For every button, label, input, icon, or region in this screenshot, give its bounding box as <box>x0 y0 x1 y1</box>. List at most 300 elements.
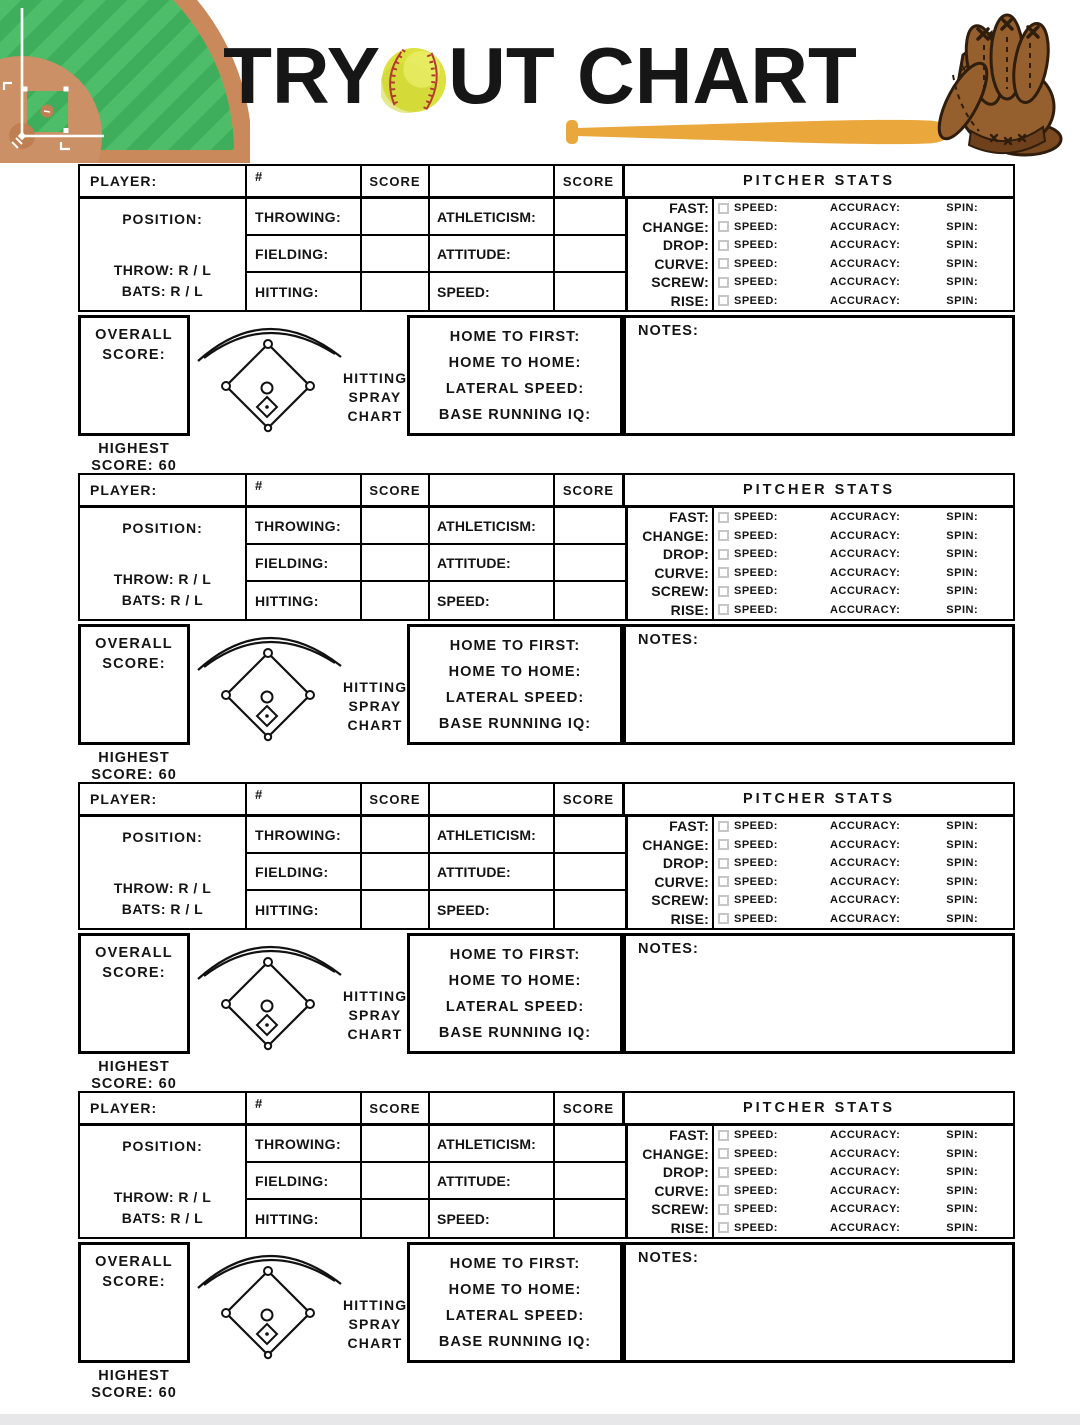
pitcher-stats-title: PITCHER STATS <box>742 482 896 498</box>
spray-label-line: CHART <box>347 1026 403 1042</box>
pitch-checkbox[interactable] <box>718 586 729 597</box>
pitch-row-drop <box>628 854 1013 873</box>
score-label: SCORE <box>562 482 615 498</box>
spin-sublabel: SPIN: <box>946 276 979 289</box>
running-speed-box[interactable] <box>407 933 623 1054</box>
spin-sublabel: SPIN: <box>946 202 979 215</box>
softball-icon <box>381 47 447 113</box>
player-label: PLAYER: <box>90 1100 158 1116</box>
highest-line: HIGHEST <box>98 1368 170 1384</box>
score-column-header-1 <box>362 784 430 814</box>
pitch-checkbox[interactable] <box>718 1148 729 1159</box>
number-label: # <box>255 169 263 184</box>
spray-label-line: HITTING <box>343 370 408 386</box>
throw-label: THROW: R / L <box>113 571 212 587</box>
home-to-first-label: HOME TO FIRST: <box>449 946 581 963</box>
throw-label: THROW: R / L <box>113 1189 212 1205</box>
accuracy-sublabel: ACCURACY: <box>829 1166 901 1179</box>
pitch-checkbox[interactable] <box>718 913 729 924</box>
drop-label: DROP: <box>628 854 714 873</box>
overall-label-line: OVERALL <box>95 945 173 961</box>
lateral-speed-label: LATERAL SPEED: <box>445 380 585 397</box>
jersey-number-field[interactable] <box>247 1093 362 1123</box>
throwing-score-cell[interactable] <box>362 817 430 854</box>
fielding-label: FIELDING: <box>247 545 362 582</box>
spin-sublabel: SPIN: <box>946 257 979 270</box>
player-evaluation-block <box>78 473 1015 782</box>
speed-score-cell[interactable] <box>555 891 625 928</box>
athleticism-label: ATHLETICISM: <box>430 199 555 236</box>
accuracy-sublabel: ACCURACY: <box>829 585 901 598</box>
speed-sublabel: SPEED: <box>734 857 778 870</box>
spin-sublabel: SPIN: <box>946 1129 979 1142</box>
pitcher-stats-grid <box>625 508 1013 619</box>
speed-sublabel: SPEED: <box>734 838 778 851</box>
screw-label: SCREW: <box>628 1200 714 1219</box>
position-label: POSITION: <box>122 211 203 227</box>
table-header-row <box>80 475 1013 508</box>
pitch-checkbox[interactable] <box>718 240 729 251</box>
overall-score-box[interactable] <box>78 1242 190 1363</box>
speed-score-cell[interactable] <box>555 273 625 310</box>
score-column-header-1 <box>362 166 430 196</box>
spray-chart-label <box>343 369 407 426</box>
score-column-header-2 <box>555 1093 625 1123</box>
pitch-checkbox[interactable] <box>718 839 729 850</box>
speed-sublabel: SPEED: <box>734 1221 778 1234</box>
overall-label-line: SCORE: <box>102 656 166 672</box>
pitch-checkbox[interactable] <box>718 512 729 523</box>
accuracy-sublabel: ACCURACY: <box>829 511 901 524</box>
spin-sublabel: SPIN: <box>946 838 979 851</box>
speed-label: SPEED: <box>430 273 555 310</box>
page-edge-strip <box>0 1414 1080 1425</box>
lateral-speed-label: LATERAL SPEED: <box>445 998 585 1015</box>
lateral-speed-label: LATERAL SPEED: <box>445 689 585 706</box>
overall-score-box[interactable] <box>78 933 190 1054</box>
overall-score-box[interactable] <box>78 315 190 436</box>
throw-bats-labels <box>114 569 212 611</box>
highest-score-note <box>78 441 190 475</box>
base-running-iq-label: BASE RUNNING IQ: <box>438 1024 592 1041</box>
pitch-row-rise <box>628 292 1013 311</box>
spray-label-line: CHART <box>347 717 403 733</box>
throwing-score-cell[interactable] <box>362 508 430 545</box>
pitcher-stats-title: PITCHER STATS <box>742 791 896 807</box>
speed-sublabel: SPEED: <box>734 202 778 215</box>
score-label: SCORE <box>369 482 421 498</box>
speed-sublabel: SPEED: <box>734 294 778 307</box>
accuracy-sublabel: ACCURACY: <box>829 548 901 561</box>
skills-grid <box>247 508 625 619</box>
accuracy-sublabel: ACCURACY: <box>829 1147 901 1160</box>
athleticism-score-cell[interactable] <box>555 199 625 236</box>
change-label: CHANGE: <box>628 527 714 546</box>
screw-label: SCREW: <box>628 582 714 601</box>
accuracy-sublabel: ACCURACY: <box>829 294 901 307</box>
pitch-checkbox[interactable] <box>718 549 729 560</box>
fielding-score-cell[interactable] <box>362 1163 430 1200</box>
player-label: PLAYER: <box>90 173 158 189</box>
overall-label-line: SCORE: <box>102 965 166 981</box>
accuracy-sublabel: ACCURACY: <box>829 912 901 925</box>
accuracy-sublabel: ACCURACY: <box>829 257 901 270</box>
spin-sublabel: SPIN: <box>946 585 979 598</box>
fast-label: FAST: <box>628 1126 714 1145</box>
notes-label: NOTES: <box>638 1250 699 1266</box>
player-name-field[interactable] <box>80 166 247 196</box>
speed-sublabel: SPEED: <box>734 820 778 833</box>
number-label: # <box>255 787 263 802</box>
hitting-label: HITTING: <box>247 582 362 619</box>
attitude-score-cell[interactable] <box>555 236 625 273</box>
score-column-header-1 <box>362 475 430 505</box>
speed-score-cell[interactable] <box>555 582 625 619</box>
screw-label: SCREW: <box>628 891 714 910</box>
hitting-label: HITTING: <box>247 891 362 928</box>
spray-chart-diamond-icon[interactable] <box>195 315 343 436</box>
hitting-score-cell[interactable] <box>362 273 430 310</box>
pitch-row-rise <box>628 910 1013 929</box>
attitude-score-cell[interactable] <box>555 854 625 891</box>
highest-score-note <box>78 1059 190 1093</box>
rise-label: RISE: <box>628 292 714 311</box>
pitch-checkbox[interactable] <box>718 1204 729 1215</box>
pitch-checkbox[interactable] <box>718 530 729 541</box>
highest-line: SCORE: 60 <box>91 767 177 783</box>
running-speed-box[interactable] <box>407 624 623 745</box>
player-evaluation-blocks <box>78 164 1015 1400</box>
notes-label: NOTES: <box>638 941 699 957</box>
table-body <box>80 817 1013 928</box>
speed-score-cell[interactable] <box>555 1200 625 1237</box>
overall-label-line: OVERALL <box>95 636 173 652</box>
overall-label-line: SCORE: <box>102 1274 166 1290</box>
speed-sublabel: SPEED: <box>734 276 778 289</box>
fielding-label: FIELDING: <box>247 1163 362 1200</box>
spin-sublabel: SPIN: <box>946 566 979 579</box>
pitch-row-fast <box>628 508 1013 527</box>
hitting-label: HITTING: <box>247 1200 362 1237</box>
score-header-spacer-cell <box>430 1093 555 1123</box>
speed-sublabel: SPEED: <box>734 239 778 252</box>
pitch-checkbox[interactable] <box>718 1130 729 1141</box>
highest-line: SCORE: 60 <box>91 1076 177 1092</box>
table-body <box>80 1126 1013 1237</box>
pitcher-stats-grid <box>625 817 1013 928</box>
throwing-score-cell[interactable] <box>362 1126 430 1163</box>
player-evaluation-block <box>78 1091 1015 1400</box>
position-label: POSITION: <box>122 520 203 536</box>
throwing-label: THROWING: <box>247 508 362 545</box>
block-bottom-section <box>78 624 1015 745</box>
spin-sublabel: SPIN: <box>946 294 979 307</box>
notes-box[interactable] <box>623 315 1015 436</box>
accuracy-sublabel: ACCURACY: <box>829 566 901 579</box>
pitch-row-fast <box>628 817 1013 836</box>
speed-sublabel: SPEED: <box>734 894 778 907</box>
block-bottom-section <box>78 315 1015 436</box>
rise-label: RISE: <box>628 910 714 929</box>
fielding-score-cell[interactable] <box>362 854 430 891</box>
speed-sublabel: SPEED: <box>734 1147 778 1160</box>
fast-label: FAST: <box>628 508 714 527</box>
home-to-home-label: HOME TO HOME: <box>448 972 582 989</box>
block-bottom-section <box>78 933 1015 1054</box>
speed-sublabel: SPEED: <box>734 912 778 925</box>
pitch-row-drop <box>628 545 1013 564</box>
rise-label: RISE: <box>628 1219 714 1238</box>
accuracy-sublabel: ACCURACY: <box>829 894 901 907</box>
notes-label: NOTES: <box>638 632 699 648</box>
accuracy-sublabel: ACCURACY: <box>829 875 901 888</box>
score-column-header-2 <box>555 166 625 196</box>
skills-grid <box>247 199 625 310</box>
score-column-header-2 <box>555 784 625 814</box>
running-speed-box[interactable] <box>407 315 623 436</box>
pitcher-stats-header <box>625 166 1013 196</box>
attitude-score-cell[interactable] <box>555 545 625 582</box>
pitch-checkbox[interactable] <box>718 1222 729 1233</box>
jersey-number-field[interactable] <box>247 166 362 196</box>
pitch-row-drop <box>628 1163 1013 1182</box>
spin-sublabel: SPIN: <box>946 1184 979 1197</box>
curve-label: CURVE: <box>628 1182 714 1201</box>
table-body <box>80 508 1013 619</box>
notes-box[interactable] <box>623 624 1015 745</box>
accuracy-sublabel: ACCURACY: <box>829 276 901 289</box>
speed-sublabel: SPEED: <box>734 548 778 561</box>
title-text-post: UT CHART <box>448 31 857 120</box>
bats-label: BATS: R / L <box>121 283 204 299</box>
pitch-row-rise <box>628 601 1013 620</box>
highest-score-note <box>78 750 190 784</box>
pitch-checkbox[interactable] <box>718 258 729 269</box>
jersey-number-field[interactable] <box>247 784 362 814</box>
home-to-home-label: HOME TO HOME: <box>448 663 582 680</box>
number-label: # <box>255 1096 263 1111</box>
athleticism-label: ATHLETICISM: <box>430 508 555 545</box>
curve-label: CURVE: <box>628 255 714 274</box>
position-column[interactable] <box>80 817 247 928</box>
overall-label-line: SCORE: <box>102 347 166 363</box>
player-name-field[interactable] <box>80 475 247 505</box>
pitcher-stats-header <box>625 1093 1013 1123</box>
spin-sublabel: SPIN: <box>946 1166 979 1179</box>
pitch-checkbox[interactable] <box>718 277 729 288</box>
position-column[interactable] <box>80 1126 247 1237</box>
pitch-row-drop <box>628 236 1013 255</box>
highest-line: HIGHEST <box>98 750 170 766</box>
pitch-row-screw <box>628 891 1013 910</box>
speed-sublabel: SPEED: <box>734 257 778 270</box>
table-body <box>80 199 1013 310</box>
athleticism-label: ATHLETICISM: <box>430 1126 555 1163</box>
pitch-row-curve <box>628 255 1013 274</box>
hitting-score-cell[interactable] <box>362 891 430 928</box>
pitch-row-screw <box>628 273 1013 292</box>
hitting-label: HITTING: <box>247 273 362 310</box>
player-name-field[interactable] <box>80 1093 247 1123</box>
spray-chart-diamond-icon[interactable] <box>195 624 343 745</box>
pitch-checkbox[interactable] <box>718 567 729 578</box>
base-running-iq-label: BASE RUNNING IQ: <box>438 715 592 732</box>
curve-label: CURVE: <box>628 564 714 583</box>
attitude-label: ATTITUDE: <box>430 545 555 582</box>
spin-sublabel: SPIN: <box>946 894 979 907</box>
pitcher-stats-grid <box>625 199 1013 310</box>
spray-chart-label <box>343 987 407 1044</box>
attitude-label: ATTITUDE: <box>430 854 555 891</box>
throw-label: THROW: R / L <box>113 262 212 278</box>
overall-label-line: OVERALL <box>95 327 173 343</box>
speed-sublabel: SPEED: <box>734 585 778 598</box>
athleticism-score-cell[interactable] <box>555 817 625 854</box>
accuracy-sublabel: ACCURACY: <box>829 220 901 233</box>
notes-box[interactable] <box>623 1242 1015 1363</box>
pitch-row-change <box>628 527 1013 546</box>
spin-sublabel: SPIN: <box>946 820 979 833</box>
speed-sublabel: SPEED: <box>734 875 778 888</box>
throwing-label: THROWING: <box>247 817 362 854</box>
attitude-label: ATTITUDE: <box>430 1163 555 1200</box>
change-label: CHANGE: <box>628 836 714 855</box>
spin-sublabel: SPIN: <box>946 1203 979 1216</box>
spray-label-line: HITTING <box>343 1297 408 1313</box>
fielding-score-cell[interactable] <box>362 545 430 582</box>
athleticism-score-cell[interactable] <box>555 508 625 545</box>
page-title <box>0 31 1080 120</box>
speed-sublabel: SPEED: <box>734 603 778 616</box>
speed-label: SPEED: <box>430 1200 555 1237</box>
score-label: SCORE <box>369 1100 421 1116</box>
notes-box[interactable] <box>623 933 1015 1054</box>
pitch-row-screw <box>628 1200 1013 1219</box>
page-header <box>0 0 1080 162</box>
block-bottom-section <box>78 1242 1015 1363</box>
pitch-checkbox[interactable] <box>718 876 729 887</box>
hitting-score-cell[interactable] <box>362 1200 430 1237</box>
spray-chart-diamond-icon[interactable] <box>195 1242 343 1363</box>
pitch-checkbox[interactable] <box>718 1185 729 1196</box>
notes-label: NOTES: <box>638 323 699 339</box>
drop-label: DROP: <box>628 545 714 564</box>
highest-line: HIGHEST <box>98 441 170 457</box>
bats-label: BATS: R / L <box>121 592 204 608</box>
throw-bats-labels <box>114 1187 212 1229</box>
speed-sublabel: SPEED: <box>734 529 778 542</box>
athleticism-score-cell[interactable] <box>555 1126 625 1163</box>
baseball-bat-icon <box>566 117 950 147</box>
spray-chart-diamond-icon[interactable] <box>195 933 343 1054</box>
table-header-row <box>80 166 1013 199</box>
screw-label: SCREW: <box>628 273 714 292</box>
throw-bats-labels <box>114 260 212 302</box>
pitcher-stats-header <box>625 784 1013 814</box>
fielding-score-cell[interactable] <box>362 236 430 273</box>
pitch-checkbox[interactable] <box>718 604 729 615</box>
table-header-row <box>80 784 1013 817</box>
accuracy-sublabel: ACCURACY: <box>829 1221 901 1234</box>
score-label: SCORE <box>369 173 421 189</box>
player-name-field[interactable] <box>80 784 247 814</box>
pitch-row-change <box>628 1145 1013 1164</box>
evaluation-table <box>78 1091 1015 1239</box>
spray-label-line: SPRAY <box>348 389 402 405</box>
pitch-row-fast <box>628 1126 1013 1145</box>
pitch-checkbox[interactable] <box>718 295 729 306</box>
position-column[interactable] <box>80 508 247 619</box>
spin-sublabel: SPIN: <box>946 511 979 524</box>
pitch-checkbox[interactable] <box>718 895 729 906</box>
accuracy-sublabel: ACCURACY: <box>829 529 901 542</box>
highest-line: HIGHEST <box>98 1059 170 1075</box>
skills-grid <box>247 817 625 928</box>
hitting-score-cell[interactable] <box>362 582 430 619</box>
pitch-row-curve <box>628 564 1013 583</box>
throw-bats-labels <box>114 878 212 920</box>
accuracy-sublabel: ACCURACY: <box>829 1129 901 1142</box>
spin-sublabel: SPIN: <box>946 529 979 542</box>
pitch-row-screw <box>628 582 1013 601</box>
overall-label-line: OVERALL <box>95 1254 173 1270</box>
speed-sublabel: SPEED: <box>734 511 778 524</box>
running-speed-box[interactable] <box>407 1242 623 1363</box>
pitcher-stats-title: PITCHER STATS <box>742 1100 896 1116</box>
spin-sublabel: SPIN: <box>946 1147 979 1160</box>
pitch-checkbox[interactable] <box>718 203 729 214</box>
speed-sublabel: SPEED: <box>734 1166 778 1179</box>
highest-line: SCORE: 60 <box>91 458 177 474</box>
player-evaluation-block <box>78 782 1015 1091</box>
change-label: CHANGE: <box>628 218 714 237</box>
accuracy-sublabel: ACCURACY: <box>829 1203 901 1216</box>
fast-label: FAST: <box>628 817 714 836</box>
pitch-row-rise <box>628 1219 1013 1238</box>
attitude-label: ATTITUDE: <box>430 236 555 273</box>
score-header-spacer-cell <box>430 784 555 814</box>
pitch-checkbox[interactable] <box>718 858 729 869</box>
position-label: POSITION: <box>122 829 203 845</box>
pitch-checkbox[interactable] <box>718 221 729 232</box>
pitch-checkbox[interactable] <box>718 1167 729 1178</box>
position-column[interactable] <box>80 199 247 310</box>
highest-line: SCORE: 60 <box>91 1385 177 1401</box>
change-label: CHANGE: <box>628 1145 714 1164</box>
athleticism-label: ATHLETICISM: <box>430 817 555 854</box>
speed-sublabel: SPEED: <box>734 1129 778 1142</box>
jersey-number-field[interactable] <box>247 475 362 505</box>
attitude-score-cell[interactable] <box>555 1163 625 1200</box>
fielding-label: FIELDING: <box>247 236 362 273</box>
spray-label-line: SPRAY <box>348 698 402 714</box>
throwing-score-cell[interactable] <box>362 199 430 236</box>
pitch-checkbox[interactable] <box>718 821 729 832</box>
overall-score-box[interactable] <box>78 624 190 745</box>
speed-sublabel: SPEED: <box>734 1203 778 1216</box>
bats-label: BATS: R / L <box>121 901 204 917</box>
spin-sublabel: SPIN: <box>946 548 979 561</box>
evaluation-table <box>78 164 1015 312</box>
pitcher-stats-header <box>625 475 1013 505</box>
home-to-first-label: HOME TO FIRST: <box>449 328 581 345</box>
pitch-row-curve <box>628 1182 1013 1201</box>
score-label: SCORE <box>369 791 421 807</box>
position-label: POSITION: <box>122 1138 203 1154</box>
table-header-row <box>80 1093 1013 1126</box>
accuracy-sublabel: ACCURACY: <box>829 603 901 616</box>
speed-sublabel: SPEED: <box>734 220 778 233</box>
